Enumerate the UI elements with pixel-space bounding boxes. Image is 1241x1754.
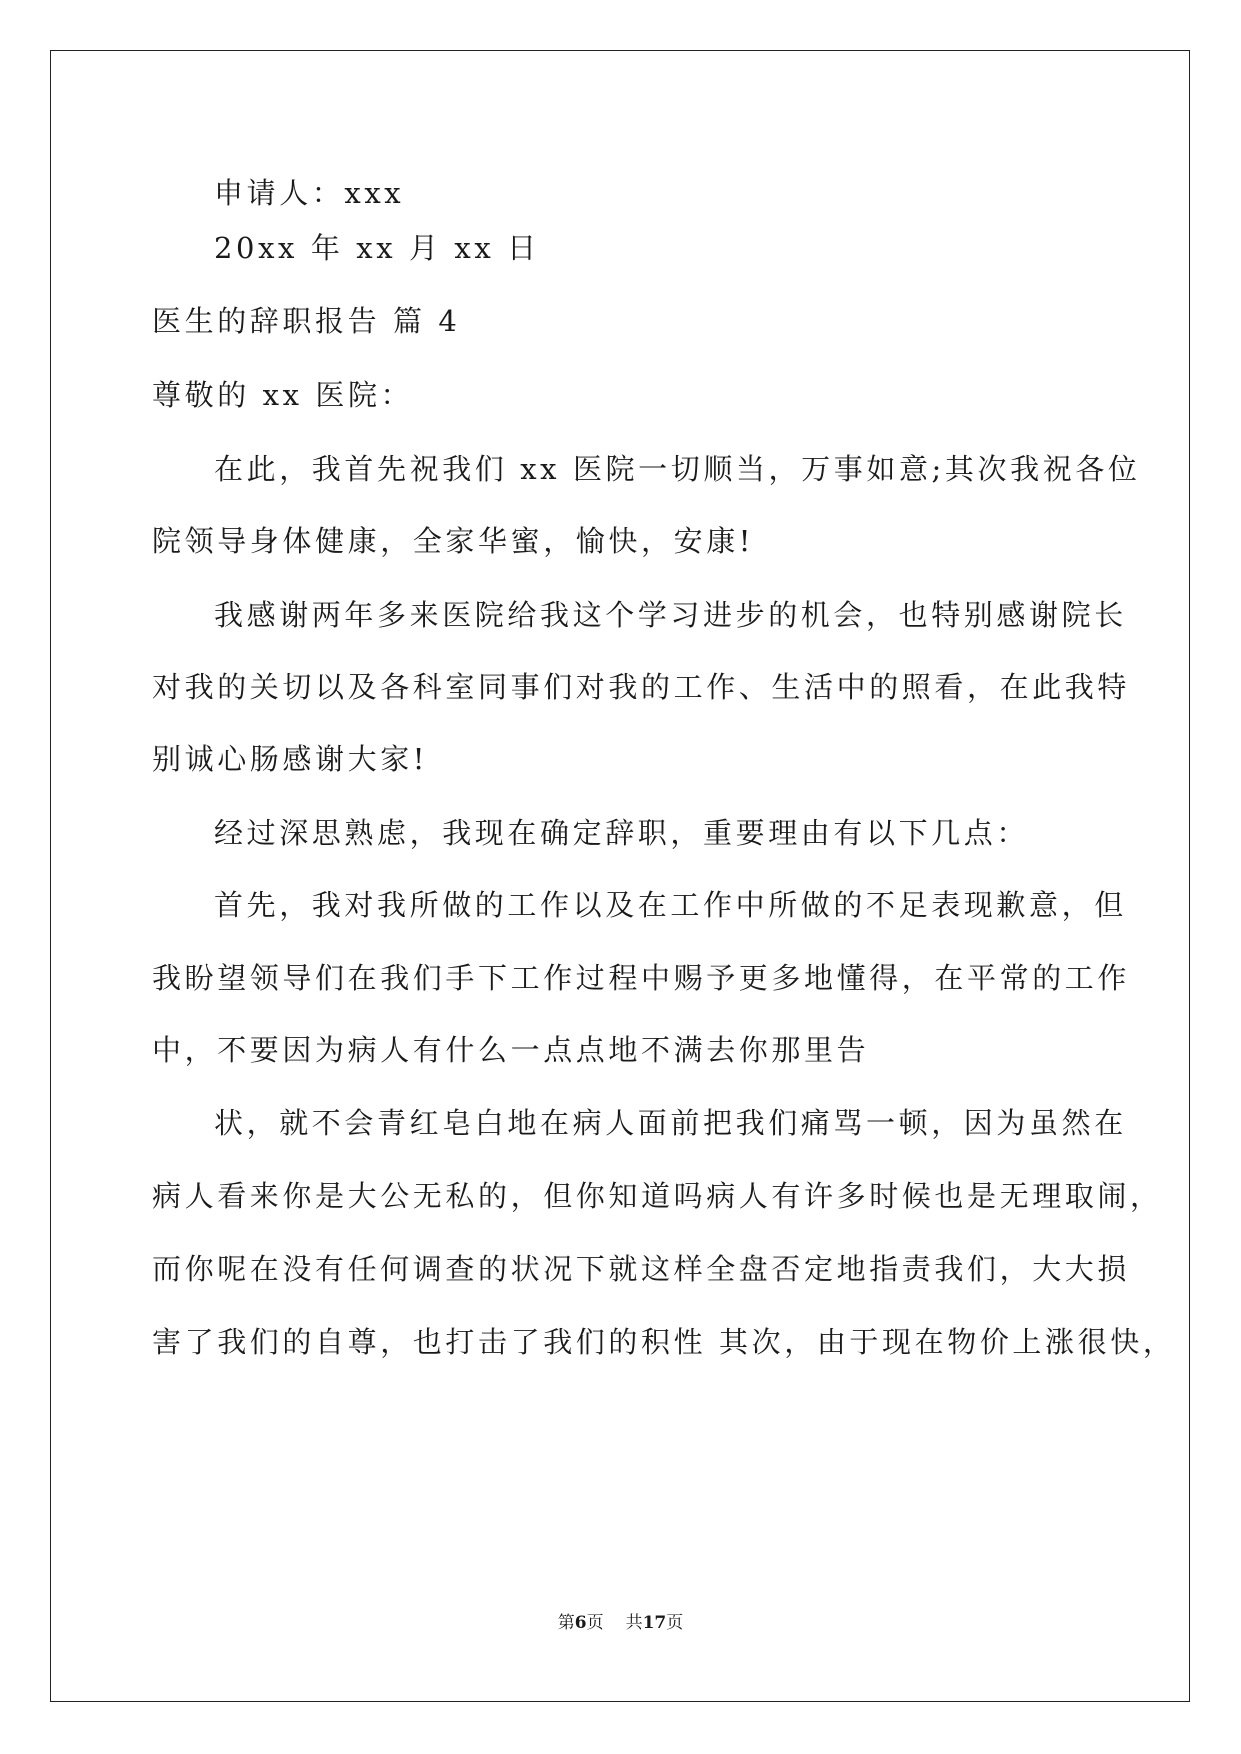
salutation: 尊敬的 xx 医院：: [152, 378, 414, 412]
paragraph-line: 害了我们的自尊，也打击了我们的积性 其次，由于现在物价上涨很快，: [152, 1325, 1176, 1359]
paragraph-line: 经过深思熟虑，我现在确定辞职，重要理由有以下几点：: [214, 816, 1030, 850]
paragraph-line: 我感谢两年多来医院给我这个学习进步的机会，也特别感谢院长: [214, 598, 1127, 632]
total-page-count: 17: [642, 1613, 667, 1633]
paragraph-line: 别诚心肠感谢大家!: [152, 742, 429, 776]
page-mid: 页: [586, 1613, 604, 1633]
paragraph-line: 对我的关切以及各科室同事们对我的工作、生活中的照看，在此我特: [152, 670, 1131, 704]
page-prefix: 第: [557, 1613, 575, 1633]
paragraph-line: 我盼望领导们在我们手下工作过程中赐予更多地懂得，在平常的工作: [152, 961, 1131, 995]
page-footer: [0, 1611, 1241, 1635]
applicant-line: 申请人：xxx: [214, 176, 405, 210]
paragraph-line: 状，就不会青红皂白地在病人面前把我们痛骂一顿，因为虽然在: [214, 1106, 1127, 1140]
page-border: [50, 50, 1190, 1702]
paragraph-line: 在此，我首先祝我们 xx 医院一切顺当，万事如意;其次我祝各位: [214, 452, 1141, 486]
paragraph-line: 而你呢在没有任何调查的状况下就这样全盘否定地指责我们，大大损: [152, 1252, 1131, 1286]
total-prefix: 共: [625, 1613, 643, 1633]
paragraph-line: 中，不要因为病人有什么一点点地不满去你那里告: [152, 1033, 870, 1067]
section-heading: 医生的辞职报告 篇 4: [152, 304, 461, 338]
paragraph-line: 病人看来你是大公无私的，但你知道吗病人有许多时候也是无理取闹，: [152, 1179, 1163, 1213]
paragraph-line: 首先，我对我所做的工作以及在工作中所做的不足表现歉意，但: [214, 888, 1127, 922]
paragraph-line: 院领导身体健康，全家华蜜，愉快，安康!: [152, 524, 755, 558]
total-suffix: 页: [666, 1613, 684, 1633]
current-page-number: 6: [574, 1613, 587, 1633]
date-line: 20xx 年 xx 月 xx 日: [214, 231, 540, 265]
